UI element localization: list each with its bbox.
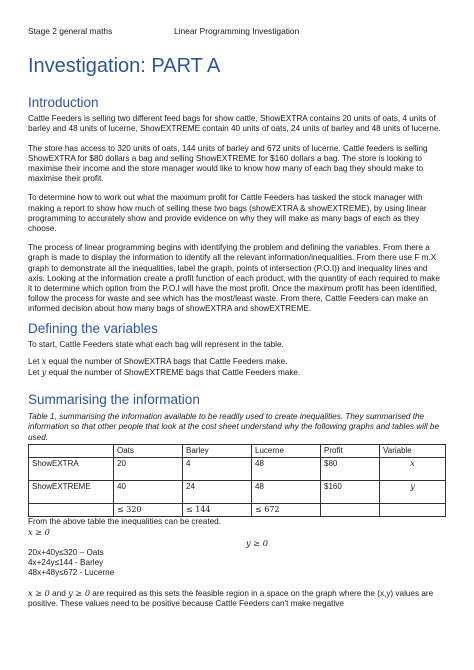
table-header-cell: Variable <box>380 444 446 457</box>
variable-x-definition <box>28 356 446 367</box>
table-row <box>29 458 446 481</box>
table-cell <box>29 504 114 517</box>
page-title: Investigation: PART A <box>28 55 221 78</box>
table-cell: $80 <box>321 458 380 481</box>
table-cell <box>380 504 446 517</box>
course-name: Stage 2 general maths <box>28 26 113 36</box>
closing-text: are required as this sets the feasible region in a space on the graph where the (x,y) values are positive. These values need to be positive because Cattle Feeders can't make negative <box>28 588 434 608</box>
table-header-cell: Profit <box>321 444 380 457</box>
table-cell <box>321 504 380 517</box>
table-header-row <box>29 444 446 457</box>
table-header-cell <box>29 444 114 457</box>
inequality-y: y ≥ 0 <box>246 537 268 548</box>
variables-intro: To start, Cattle Feeders state what each bag will represent in the table. <box>28 339 284 349</box>
summary-heading: Summarising the information <box>28 392 200 408</box>
closing-paragraph <box>28 588 446 609</box>
page-header <box>28 26 446 36</box>
inequality-oats: 20x+40y≤320 – Oats <box>28 547 104 557</box>
table-header-cell: Oats <box>114 444 183 457</box>
table-cell: ShowEXTREME <box>29 481 114 504</box>
table-cell: 48 <box>252 458 321 481</box>
intro-paragraph-3: To determine how to work out what the maximum profit for Cattle Feeders has tasked the stock manager with making a report to show how much of selling these two bags (showEXTRA & showEXTREME), by using linear programming to accurately show and provide evidence on why they will make as many bags of each as they choose. <box>28 193 427 234</box>
intro-paragraph-4: The process of linear programming begins with identifying the problem and defining the variables. From there a graph is made to display the information to identify all the relevant information/inequalities. From there use F m.X graph to demonstrate all the inequalities, label the graph, points of intersection (P.O.I)) and inequality lines and axis. Looking at the information create a profit function of each product, with the quantity of each required to make it to determine which option from the P.O.I will have the most profit. Once the maximum profit has been identified, follow the process for waste and see which has the most/least waste. From there, Cattle Feeders can make an informed decision about how many bags of showEXTRA and showEXTREME. <box>28 243 440 314</box>
inequality-x: x ≥ 0 <box>28 527 50 538</box>
variable-x-symbol: x <box>41 355 47 366</box>
table-cell: y <box>380 481 446 504</box>
variable-y-symbol: y <box>41 367 47 378</box>
intro-paragraph-2: The store has access to 320 units of oats, 144 units of barley and 672 units of lucerne. Cattle feeders is selling ShowEXTRA for $80 dollars a bag and selling ShowEXTREME for $160 dollars a bag. The store is looking to maximise their income and the store manager would like to know how many of each bag they should make to maximise their profit. <box>28 143 428 184</box>
variable-y-definition <box>28 367 446 378</box>
information-table <box>28 444 446 517</box>
table-cell: ≤ 672 <box>252 504 321 517</box>
table-caption: Table 1, summarising the information available to be readily used to create inequalities. They summarised the information so that other people that look at the cost sheet understand why the following graphs and tables will be used. <box>28 412 439 442</box>
intro-paragraph-1: Cattle Feeders is selling two different feed bags for show cattle, ShowEXTRA contains 20 units of oats, 4 units of barley and 48 units of lucerne, ShowEXTREME contain 40 units of oats, 24 units of barley and 48 units of lucerne. <box>28 114 441 134</box>
inequality-lucerne: 48x+48y≤672 - Lucerne <box>28 568 115 578</box>
table-cell: ≤ 144 <box>183 504 252 517</box>
variables-heading: Defining the variables <box>28 320 158 336</box>
table-row <box>29 504 446 517</box>
variable-y-prefix: Let <box>28 368 42 378</box>
table-cell: 24 <box>183 481 252 504</box>
variable-x-prefix: Let <box>28 356 42 366</box>
table-header-cell: Barley <box>183 444 252 457</box>
table-cell: ≤ 320 <box>114 504 183 517</box>
table-cell: 20 <box>114 458 183 481</box>
table-cell: x <box>380 458 446 481</box>
introduction-heading: Introduction <box>28 95 99 111</box>
table-row <box>29 481 446 504</box>
table-cell: ShowEXTRA <box>29 458 114 481</box>
closing-math-x: x ≥ 0 <box>28 587 50 598</box>
variable-x-text: equal the number of ShowEXTRA bags that Cattle Feeders make. <box>46 356 288 366</box>
variable-y-text: equal the number of ShowEXTREME bags that Cattle Feeders make. <box>46 368 301 378</box>
table-cell: 40 <box>114 481 183 504</box>
table-header-cell: Lucerne <box>252 444 321 457</box>
closing-math-y: y ≥ 0 <box>68 587 91 598</box>
table-cell: 4 <box>183 458 252 481</box>
topic-name: Linear Programming Investigation <box>174 26 300 36</box>
table-cell: 48 <box>252 481 321 504</box>
after-table-text: From the above table the inequalities can be created. <box>28 517 221 527</box>
inequality-barley: 4x+24y≤144 - Barley <box>28 558 104 568</box>
closing-and: and <box>49 588 69 598</box>
table-cell: $160 <box>321 481 380 504</box>
